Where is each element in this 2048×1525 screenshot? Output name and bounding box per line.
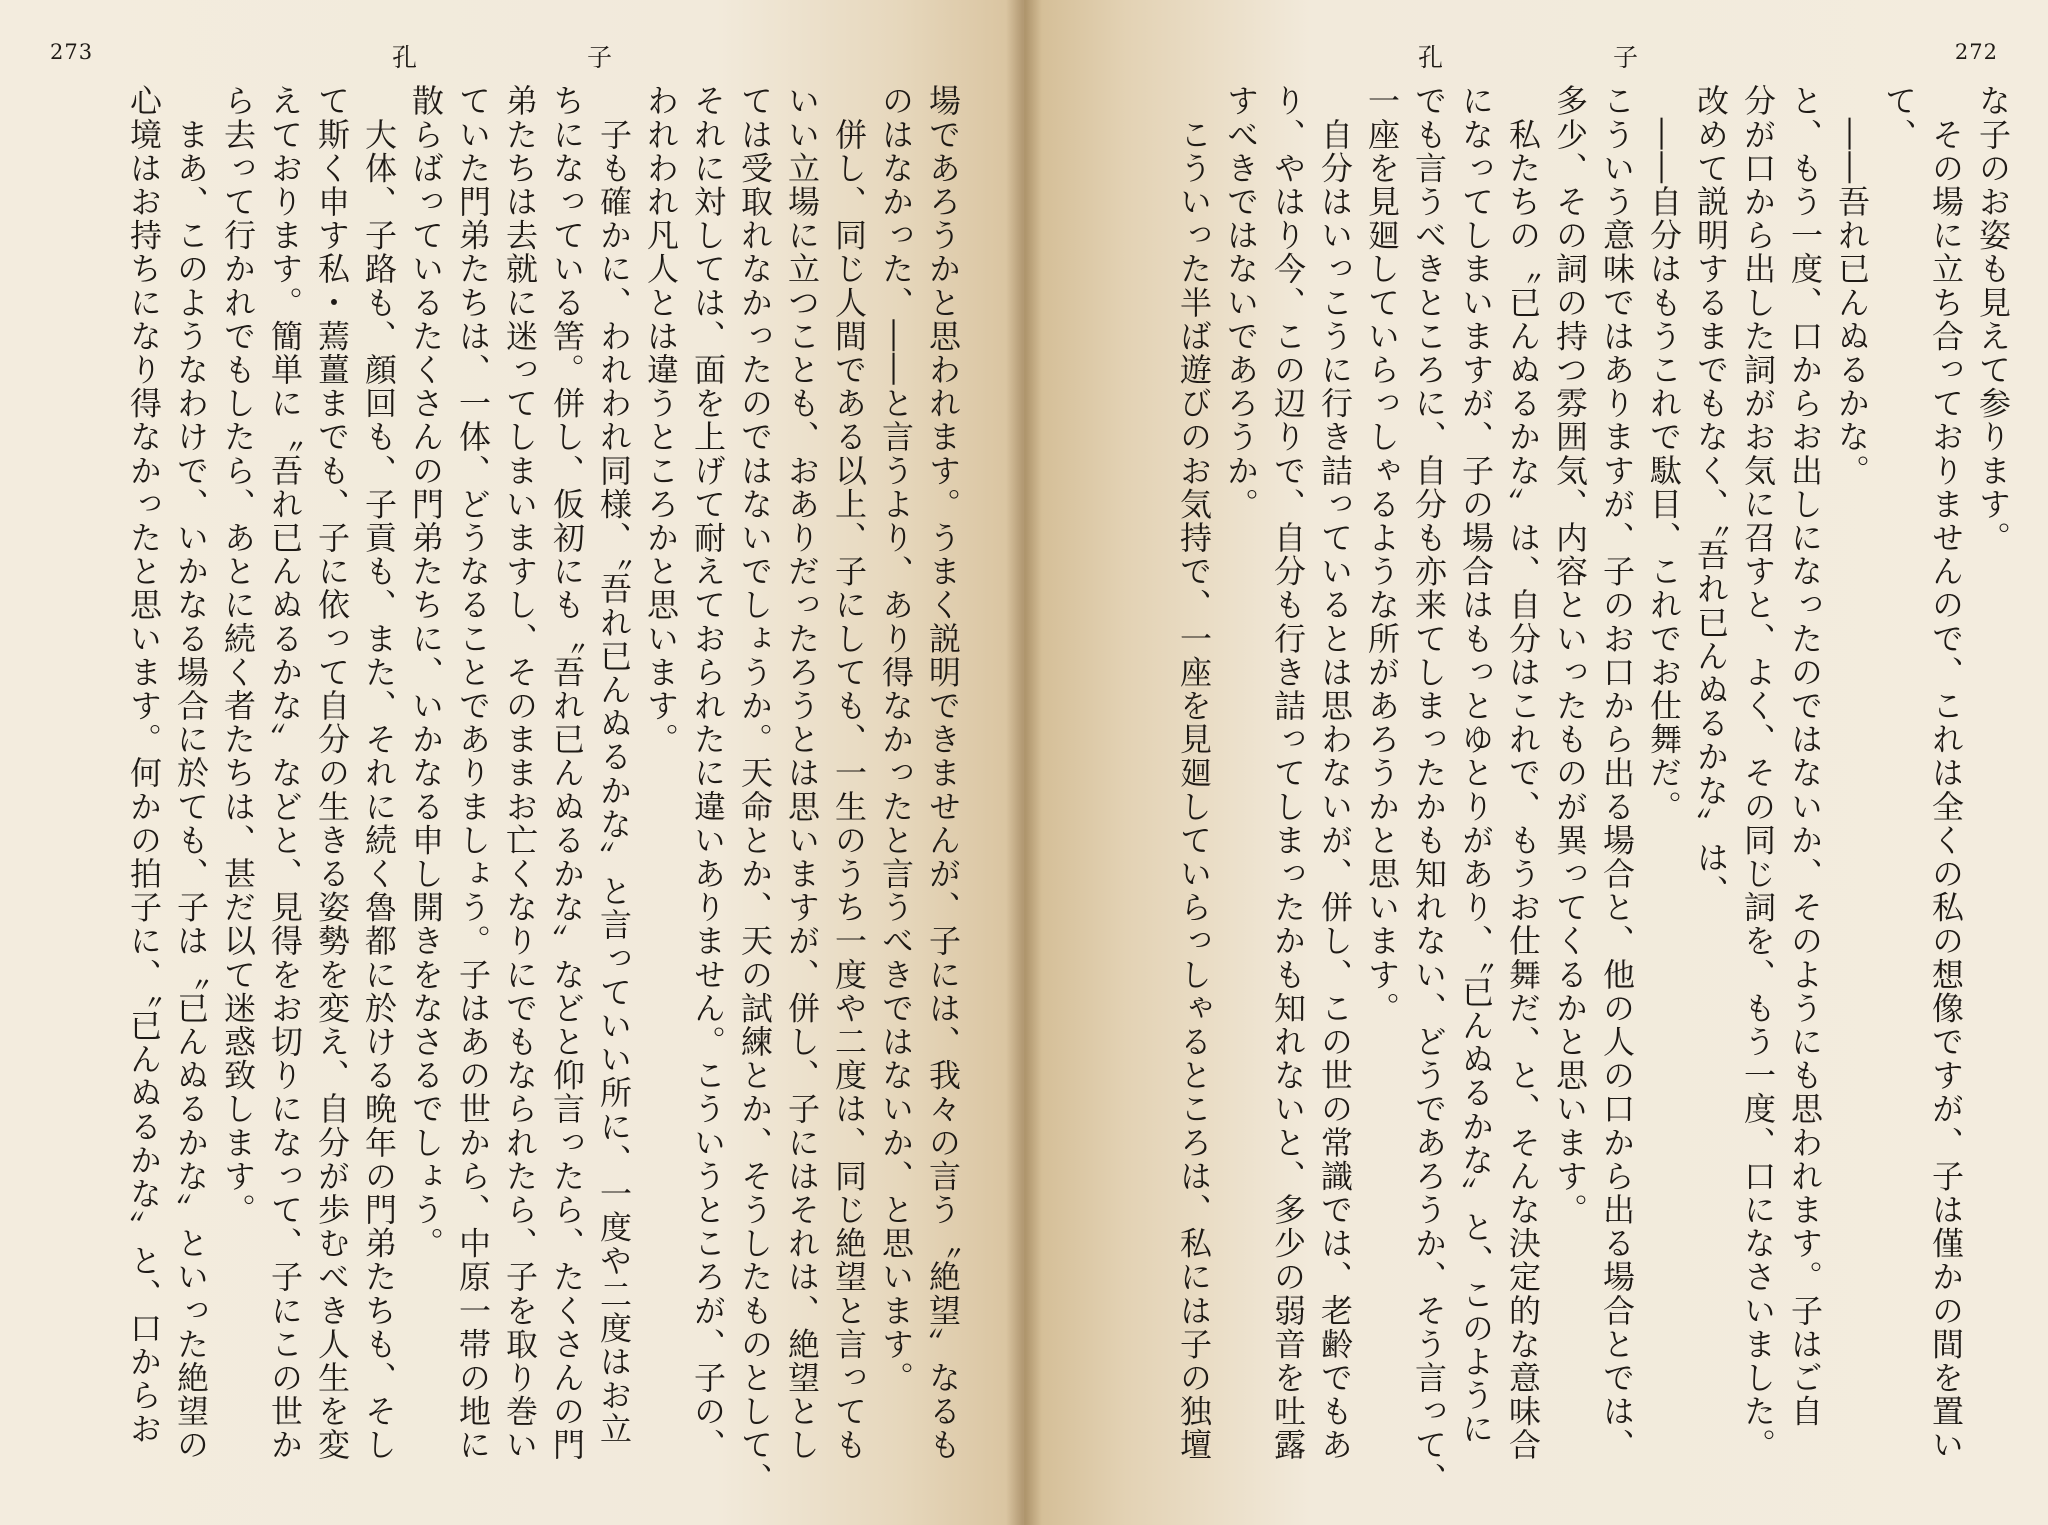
text-line: 子も確かに、われわれ同様、〝吾れ已んぬるかな〟と言っていい所に、一度や二度はお立 [595, 84, 633, 1446]
text-line: り、やはり今、この辺りで、自分も行き詰ってしまったかも知れないと、多少の弱音を吐露 [1269, 84, 1307, 1462]
text-line: 場であろうかと思われます。うまく説明できませんが、子には、我々の言う〝絶望〟なるも [924, 84, 962, 1462]
text-line: えております。簡単に〝吾れ已んぬるかな〟などと、見得をお切りになって、子にこの世か [266, 84, 304, 1462]
text-line: て、 [1880, 84, 1918, 152]
text-line: ちになっている筈。併し、仮初にも〝吾れ已んぬるかな〟などと仰言ったら、たくさんの門 [548, 84, 586, 1462]
text-line: 自分はいっこうに行き詰っているとは思わないが、併し、この世の常識では、老齢でもあ [1316, 84, 1354, 1462]
text-line: と、もう一度、口からお出しになったのではないか、そのようにも思われます。子はご自 [1786, 84, 1824, 1428]
text-line: その場に立ち合っておりませんので、これは全くの私の想像ですが、子は僅かの間を置い [1927, 84, 1965, 1462]
text-line: すべきではないであろうか。 [1222, 84, 1260, 521]
text-line: ては受取れなかったのではないでしょうか。天命とか、天の試練とか、そうしたものとして、 [736, 84, 774, 1496]
text-line: ――自分はもうこれで駄目、これでお仕舞だ。 [1645, 84, 1683, 824]
text-line: 散らばっているたくさんの門弟たちに、いかなる申し開きをなさるでしょう。 [407, 84, 445, 1260]
text-line: 弟たちは去就に迷ってしまいますし、そのままお亡くなりにでもなられたら、子を取り巻い [501, 84, 539, 1462]
right-page [1024, 0, 2048, 1525]
text-line: 分が口から出した詞がお気に召すと、よく、その同じ詞を、もう一度、口になさいました。 [1739, 84, 1777, 1462]
text-line: 私たちの〝已んぬるかな〟は、自分はこれで、もうお仕舞だ、と、そんな決定的な意味合 [1504, 84, 1542, 1462]
text-line: て斯く申す私・蔫薑までも、子に依って自分の生きる姿勢を変え、自分が歩むべき人生を変 [313, 84, 351, 1462]
page-number-right: 272 [1954, 40, 1998, 64]
text-line: いい立場に立つことも、おありだったろうとは思いますが、併し、子にはそれは、絶望とし [783, 84, 821, 1462]
text-line: 心境はお持ちになり得なかったと思います。何かの拍子に、〝已んぬるかな〟と、口からお [125, 84, 163, 1446]
running-title-char: 子 [1613, 43, 1639, 72]
running-title-left [392, 38, 612, 74]
text-line: こういう意味ではありますが、子のお口から出る場合と、他の人の口から出る場合とでは、 [1598, 84, 1636, 1462]
text-line: 一座を見廻していらっしゃるような所があろうかと思います。 [1363, 84, 1401, 1025]
running-title-char: 子 [587, 43, 613, 72]
text-line: それに対しては、面を上げて耐えておられたに違いありません。こういうところが、子の、 [689, 84, 727, 1462]
running-title-char: 孔 [392, 43, 418, 72]
book-gutter-shadow [1006, 0, 1042, 1525]
body-text-right [1096, 84, 2016, 1504]
running-title-right [1418, 38, 1638, 74]
text-line: こういった半ば遊びのお気持で、一座を見廻していらっしゃるところは、私には子の独壇 [1175, 84, 1213, 1462]
text-line: ら去って行かれでもしたら、あとに続く者たちは、甚だ以て迷惑致します。 [219, 84, 257, 1227]
text-line: 併し、同じ人間である以上、子にしても、一生のうち一度や二度は、同じ絶望と言っても [830, 84, 868, 1462]
text-line: な子のお姿も見えて参ります。 [1974, 84, 2012, 555]
page-number-left: 273 [50, 40, 94, 64]
text-line: になってしまいますが、子の場合はもっとゆとりがあり、〝已んぬるかな〟と、このように [1457, 84, 1495, 1446]
text-line: 大体、子路も、顔回も、子貢も、また、それに続く魯都に於ける晩年の門弟たちも、そし [360, 84, 398, 1462]
body-text-left [36, 84, 966, 1504]
text-line: まあ、このようなわけで、いかなる場合に於ても、子は〝已んぬるかな〟といった絶望の [172, 84, 210, 1462]
text-line: 改めて説明するまでもなく、〝吾れ已んぬるかな〟は、 [1692, 84, 1730, 908]
text-line: 多少、その詞の持つ雰囲気、内容といったものが異ってくるかと思います。 [1551, 84, 1589, 1227]
text-line: ていた門弟たちは、一体、どうなることでありましょう。子はあの世から、中原一帯の地に [454, 84, 492, 1462]
text-line: でも言うべきところに、自分も亦来てしまったかも知れない、どうであろうか、そう言って、 [1410, 84, 1448, 1496]
running-title-char: 孔 [1418, 43, 1444, 72]
text-line: のはなかった、――と言うより、あり得なかったと言うべきではないか、と思います。 [877, 84, 915, 1395]
text-line: ――吾れ已んぬるかな。 [1833, 84, 1871, 488]
text-line: われわれ凡人とは違うところかと思います。 [642, 84, 680, 756]
